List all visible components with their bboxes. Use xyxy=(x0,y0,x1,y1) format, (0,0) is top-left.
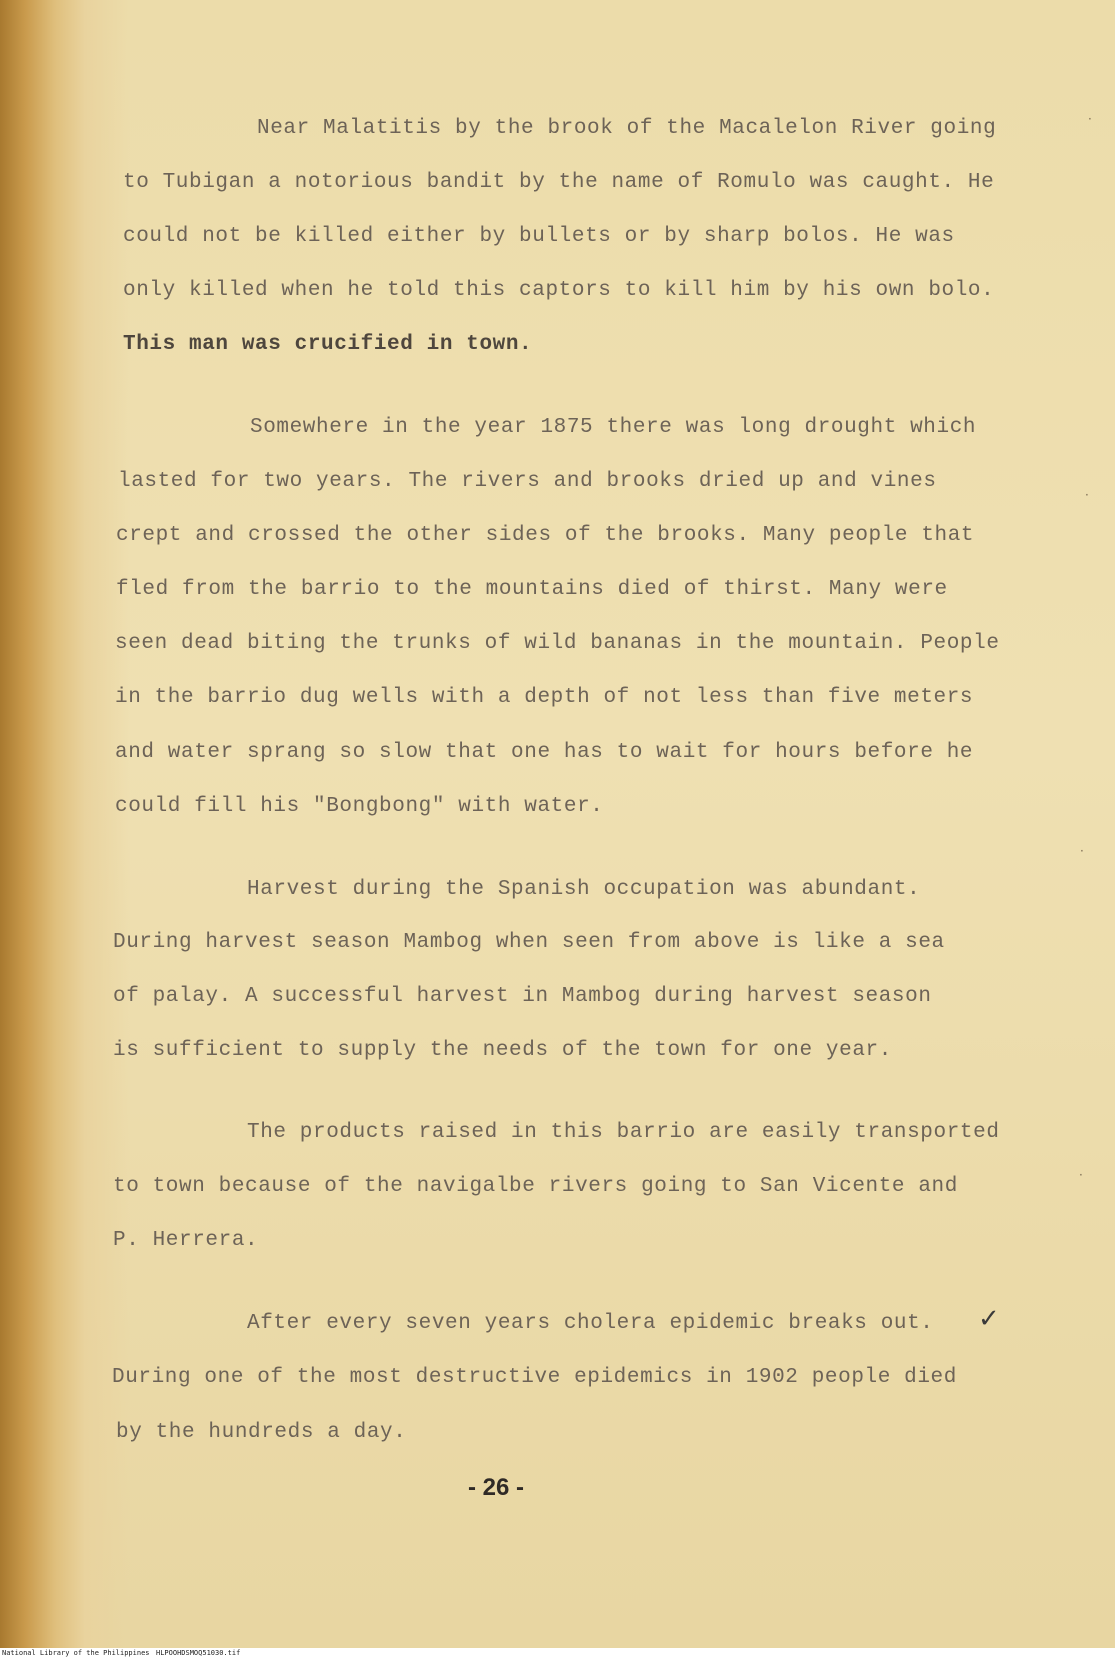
text-line: Near Malatitis by the brook of the Macalelon River going xyxy=(257,117,997,140)
text-line: fled from the barrio to the mountains died of thirst. Many were xyxy=(116,578,948,601)
text-line: Somewhere in the year 1875 there was long drought which xyxy=(250,416,977,439)
footer-file: HLPOOHDSMOQ51030.tif xyxy=(156,1649,241,1657)
handwritten-checkmark: ✓ xyxy=(978,1304,1000,1334)
page-number: - 26 - xyxy=(468,1474,525,1501)
text-line: could not be killed either by bullets or by sharp bolos. He was xyxy=(123,225,955,248)
text-line: is sufficient to supply the needs of the town for one year. xyxy=(113,1039,892,1062)
paper-speck: · xyxy=(1088,112,1092,126)
text-line: This man was crucified in town. xyxy=(123,333,533,356)
text-line: P. Herrera. xyxy=(113,1229,259,1252)
text-line: to town because of the navigalbe rivers going to San Vicente and xyxy=(113,1175,958,1198)
scan-footer xyxy=(0,1648,1115,1658)
paper-speck: · xyxy=(1085,488,1089,502)
text-line: by the hundreds a day. xyxy=(116,1421,407,1444)
text-line: Harvest during the Spanish occupation was abundant. xyxy=(247,878,921,901)
text-line: During one of the most destructive epidemics in 1902 people died xyxy=(112,1366,957,1389)
footer-library: National Library of the Philippines xyxy=(2,1649,150,1657)
text-line: only killed when he told this captors to kill him by his own bolo. xyxy=(123,279,995,302)
paper-speck: · xyxy=(1079,1168,1083,1182)
text-line: During harvest season Mambog when seen from above is like a sea xyxy=(113,931,945,954)
text-line: of palay. A successful harvest in Mambog during harvest season xyxy=(113,985,932,1008)
text-line: crept and crossed the other sides of the brooks. Many people that xyxy=(116,524,975,547)
text-line: and water sprang so slow that one has to wait for hours before he xyxy=(115,741,974,764)
paper-speck: · xyxy=(1080,844,1084,858)
text-line: could fill his "Bongbong" with water. xyxy=(115,795,604,818)
text-line: in the barrio dug wells with a depth of not less than five meters xyxy=(115,686,974,709)
text-line: After every seven years cholera epidemic breaks out. xyxy=(247,1312,934,1335)
text-line: seen dead biting the trunks of wild bananas in the mountain. People xyxy=(115,632,1000,655)
text-line: lasted for two years. The rivers and brooks dried up and vines xyxy=(118,470,937,493)
text-line: The products raised in this barrio are easily transported xyxy=(247,1121,1000,1144)
text-line: to Tubigan a notorious bandit by the name of Romulo was caught. He xyxy=(123,171,995,194)
